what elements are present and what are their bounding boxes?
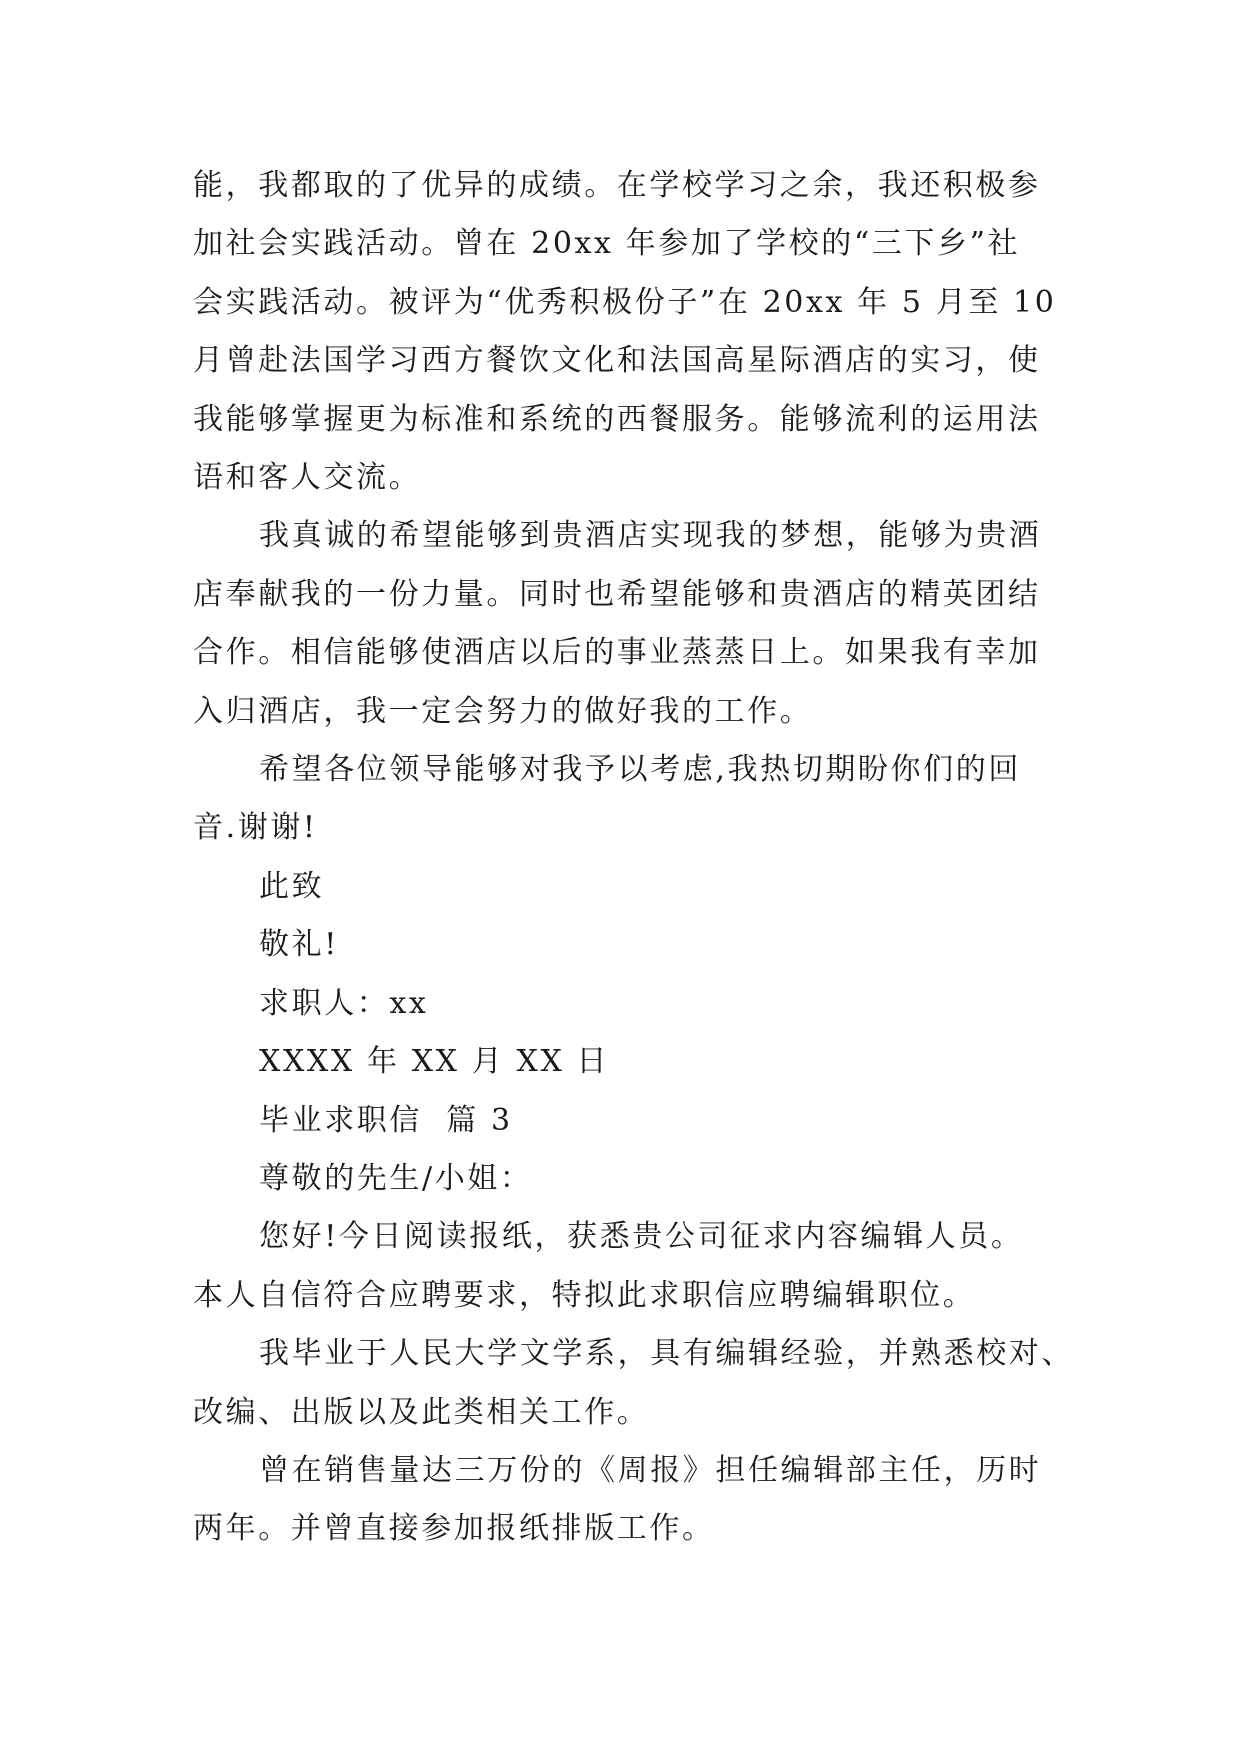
text-line: 合作。相信能够使酒店以后的事业蒸蒸日上。如果我有幸加 [193,635,1041,671]
text-line: 您好!今日阅读报纸，获悉贵公司征求内容编辑人员。 [259,1219,1024,1255]
section-title: 毕业求职信 篇 3 [259,1102,513,1138]
text-line: 我毕业于人民大学文学系，具有编辑经验，并熟悉校对、 [259,1336,1074,1372]
text-line: 我能够掌握更为标准和系统的西餐服务。能够流利的运用法 [193,401,1041,437]
text-line: 音.谢谢! [193,810,318,846]
salutation-line-2: 敬礼! [259,927,339,963]
paragraph-work-history [193,1442,1055,1559]
paragraph-request [193,741,1055,858]
text-line: 曾在销售量达三万份的《周报》担任编辑部主任，历时 [259,1452,1042,1488]
text-line: 能，我都取的了优异的成绩。在学校学习之余，我还积极参 [193,168,1041,203]
text-line: 月曾赴法国学习西方餐饮文化和法国高星际酒店的实习，使 [193,343,1041,379]
applicant-signature: 求职人：xx [259,985,429,1021]
paragraph-education [193,1325,1074,1442]
letter-date: XXXX 年 XX 月 XX 日 [259,1044,610,1080]
text-line: 店奉献我的一份力量。同时也希望能够和贵酒店的精英团结 [193,576,1041,612]
paragraph-experience [193,157,1055,507]
salutation-line-1: 此致 [259,868,325,904]
text-line: 本人自信符合应聘要求，特拟此求职信应聘编辑职位。 [193,1277,976,1313]
text-line: 会实践活动。被评为“优秀积极份子”在 20xx 年 5 月至 10 [193,284,1057,320]
greeting: 尊敬的先生/小姐： [259,1160,533,1196]
text-line: 希望各位领导能够对我予以考虑,我热切期盼你们的回 [259,752,1021,788]
paragraph-aspiration [193,507,1055,741]
text-line: 入归酒店，我一定会努力的做好我的工作。 [193,693,813,729]
text-line: 语和客人交流。 [193,460,422,496]
letter-body [193,157,1074,1559]
text-line: 改编、出版以及此类相关工作。 [193,1394,650,1430]
text-line: 我真诚的希望能够到贵酒店实现我的梦想，能够为贵酒 [259,518,1042,554]
text-line: 两年。并曾直接参加报纸排版工作。 [193,1511,715,1547]
paragraph-intro [193,1208,1055,1325]
text-line: 加社会实践活动。曾在 20xx 年参加了学校的“三下乡”社 [193,226,1021,262]
